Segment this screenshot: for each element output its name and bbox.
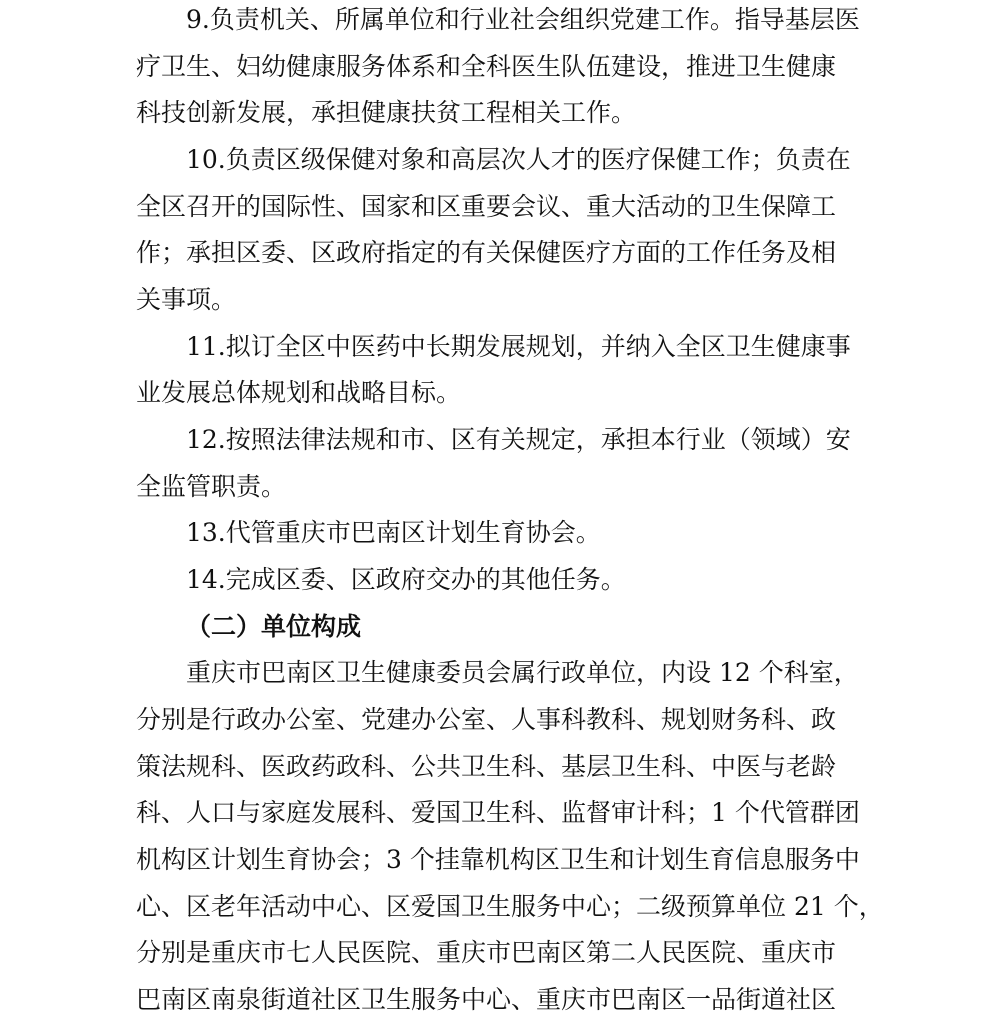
paragraph-line: 疗卫生、妇幼健康服务体系和全科医生队伍建设，推进卫生健康 bbox=[136, 52, 837, 81]
paragraph-line: 10.负责区级保健对象和高层次人才的医疗保健工作；负责在 bbox=[186, 145, 851, 174]
paragraph-line: 科技创新发展，承担健康扶贫工程相关工作。 bbox=[136, 98, 637, 127]
paragraph-line: 心、区老年活动中心、区爱国卫生服务中心；二级预算单位 21 个， bbox=[136, 892, 884, 921]
paragraph-line: 11.拟订全区中医药中长期发展规划，并纳入全区卫生健康事 bbox=[186, 332, 851, 361]
paragraph-line: 全区召开的国际性、国家和区重要会议、重大活动的卫生保障工 bbox=[136, 192, 837, 221]
paragraph-line: 科、人口与家庭发展科、爱国卫生科、监督审计科；1 个代管群团 bbox=[136, 798, 860, 827]
paragraph-line: 机构区计划生育协会；3 个挂靠机构区卫生和计划生育信息服务中 bbox=[136, 845, 860, 874]
paragraph-line: 业发展总体规划和战略目标。 bbox=[136, 378, 462, 407]
paragraph-line: 分别是行政办公室、党建办公室、人事科教科、规划财务科、政 bbox=[136, 705, 837, 734]
paragraph-line: 策法规科、医政药政科、公共卫生科、基层卫生科、中医与老龄 bbox=[136, 752, 837, 781]
paragraph-line: 9.负责机关、所属单位和行业社会组织党建工作。指导基层医 bbox=[186, 5, 860, 34]
paragraph-line: 重庆市巴南区卫生健康委员会属行政单位，内设 12 个科室， bbox=[186, 658, 859, 687]
paragraph-line: 关事项。 bbox=[136, 285, 237, 314]
section-heading: （二）单位构成 bbox=[186, 612, 362, 641]
paragraph-line: 14.完成区委、区政府交办的其他任务。 bbox=[186, 565, 626, 594]
paragraph-line: 12.按照法律法规和市、区有关规定，承担本行业（领域）安 bbox=[186, 425, 851, 454]
paragraph-line: 13.代管重庆市巴南区计划生育协会。 bbox=[186, 518, 601, 547]
paragraph-line: 分别是重庆市七人民医院、重庆市巴南区第二人民医院、重庆市 bbox=[136, 938, 837, 967]
paragraph-line: 巴南区南泉街道社区卫生服务中心、重庆市巴南区一品街道社区 bbox=[136, 985, 837, 1014]
paragraph-line: 作；承担区委、区政府指定的有关保健医疗方面的工作任务及相 bbox=[136, 238, 837, 267]
paragraph-line: 全监管职责。 bbox=[136, 472, 287, 501]
